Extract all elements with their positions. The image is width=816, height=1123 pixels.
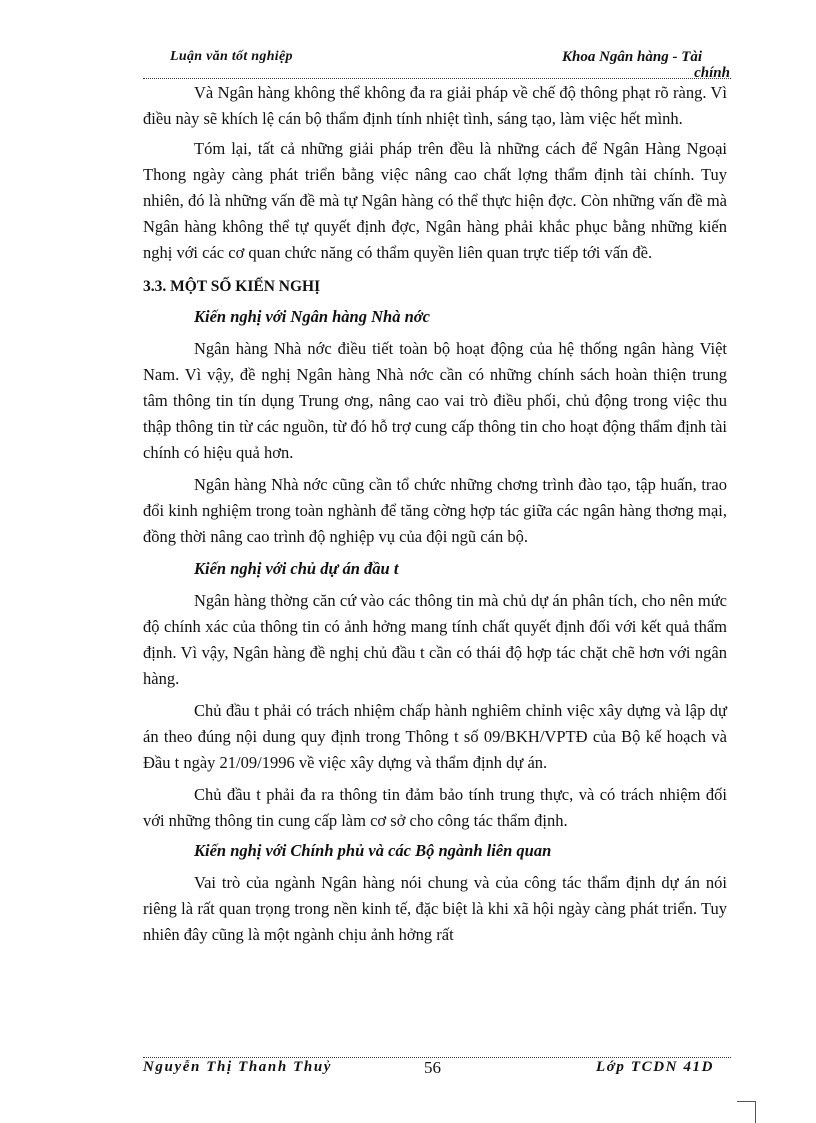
paragraph: Ngân hàng thờng căn cứ vào các thông tin mà chủ dự án phân tích, cho nên mức độ chính xác của thông tin có ảnh hởng mang tính chất quyết định đối với kết quả thẩm định. Vì vậy, Ngân hàng đề nghị chủ đầu t cần có thái độ hợp tác chặt chẽ hơn với ngân hàng. <box>143 591 727 688</box>
paragraph: Vai trò của ngành Ngân hàng nói chung và của công tác thẩm định dự án nói riêng là rất quan trọng trong nền kinh tế, đặc biệt là khi xã hội ngày càng phát triển. Tuy nhiên đây cũng là một ngành chịu ảnh hởng rất <box>143 873 727 944</box>
header-faculty-line1: Khoa Ngân hàng - Tài <box>562 49 703 65</box>
paragraph: Ngân hàng Nhà nớc cũng cần tổ chức những chơng trình đào tạo, tập huấn, trao đổi kinh nghiệm trong toàn nghành để tăng cờng hợp tác giữa các ngân hàng thơng mại, đồng thời nâng cao trình độ nghiệp vụ của đội ngũ cán bộ. <box>143 475 727 546</box>
subsection-heading: Kiến nghị với Chính phủ và các Bộ ngành liên quan <box>194 841 552 860</box>
subsection-heading: Kiến nghị với chủ dự án đầu t <box>194 559 399 578</box>
paragraph: Tóm lại, tất cả những giải pháp trên đều là những cách để Ngân Hàng Ngoại Thong ngày càng phát triển bằng việc nâng cao chất lợng thẩm định tài chính. Tuy nhiên, đó là những vấn đề mà tự Ngân hàng có thể thực hiện đợc. Còn những vấn đề mà Ngân hàng không thể tự quyết định đợc, Ngân hàng phải khắc phục bằng những kiến nghị với các cơ quan chức năng có thẩm quyền liên quan trực tiếp tới vấn đề. <box>143 139 727 262</box>
footer-author: Nguyễn Thị Thanh Thuỷ <box>143 1059 333 1075</box>
header-thesis-label: Luận văn tốt nghiệp <box>170 49 293 64</box>
section-heading: 3.3. MỘT SỐ KIẾN NGHỊ <box>143 278 321 295</box>
footer-class: Lớp TCDN 41D <box>596 1059 715 1075</box>
paragraph: Chủ đầu t phải có trách nhiệm chấp hành nghiêm chỉnh việc xây dựng và lập dự án theo đúng nội dung quy định trong Thông t số 09/BKH/VPTĐ của Bộ kế hoạch và Đầu t ngày 21/09/1996 về việc xây dựng và thẩm định dự án. <box>143 701 727 772</box>
paragraph: Ngân hàng Nhà nớc điều tiết toàn bộ hoạt động của hệ thống ngân hàng Việt Nam. Vì vậy, đề nghị Ngân hàng Nhà nớc cần có những chính sách hoàn thiện trung tâm thông tin tín dụng Trung ơng, nâng cao vai trò điều phối, chủ động trong việc thu thập thông tin từ các nguồn, từ đó hỗ trợ cung cấp thông tin cho hoạt động thẩm định tài chính có hiệu quả hơn. <box>143 339 727 462</box>
paragraph: Chủ đầu t phải đa ra thông tin đảm bảo tính trung thực, và có trách nhiệm đối với những thông tin cung cấp làm cơ sở cho công tác thẩm định. <box>143 785 727 830</box>
page-number: 56 <box>424 1058 441 1077</box>
crop-mark <box>737 1101 755 1102</box>
document-body <box>143 80 727 954</box>
subsection-heading: Kiến nghị với Ngân hàng Nhà nớc <box>194 307 430 326</box>
header-divider <box>143 78 731 79</box>
paragraph: Và Ngân hàng không thể không đa ra giải pháp về chế độ thông phạt rõ ràng. Vì điều này sẽ khích lệ cán bộ thẩm định tính nhiệt tình, sáng tạo, làm việc hết mình. <box>143 83 727 128</box>
crop-mark <box>755 1101 756 1123</box>
header-faculty-line2: chính <box>694 65 730 81</box>
